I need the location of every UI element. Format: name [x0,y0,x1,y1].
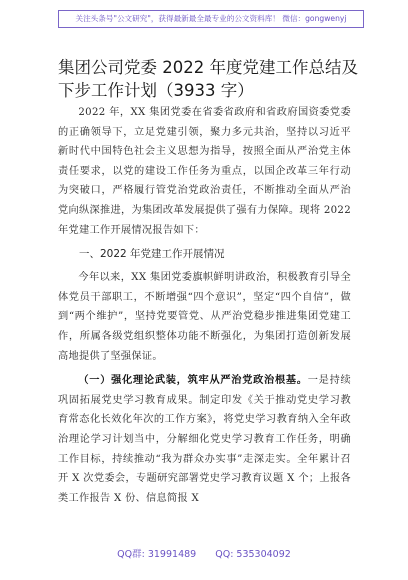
document-title: 集团公司党委 2022 年度党建工作总结及下步工作计划（3933 字） [58,58,358,100]
contact-footer [0,546,408,560]
subsection-heading: （一）强化理论武装，筑牢从严治党政治根基。 [78,375,308,387]
subsection-text: 一是持续巩固拓展党史学习教育成果。制定印发《关于推动党史学习教育常态化长效化年次的工作方案》，将党史学习教育纳入全年政治理论学习计划当中，分解细化党史学习教育工作任务，明确工作目标，持续推动“我为群众办实事”走深走实。全年累计召开 X 次党委会，专题研究部署党史学习教育议题 X 个；上报各类工作报告 X 份、信息简报 X [58,375,351,504]
intro-paragraph: 2022 年，XX 集团党委在省委省政府和省政府国资委党委的正确领导下，立足党建引领，聚力多元共治，坚持以习近平新时代中国特色社会主义思想为指导，按照全面从严治党主体责任要求，以党的建设工作任务为重点，以国企改革三年行动为突破口，严格履行管党治党政治责任，不断推动全面从严治党向纵深推进，为集团改革发展提供了强有力保障。现将 2022 年党建工作开展情况报告如下： [58,107,351,236]
subsection-paragraph [58,371,351,508]
document-body [58,103,351,513]
promo-banner: 关注头条号"公文研究"，获得最新最全最专业的公文资料库！ 微信：gongwenyj [58,10,364,28]
qq-group-number: QQ群: 31991489 [117,549,197,560]
qq-number: QQ: 535304092 [215,549,291,560]
section-paragraph: 今年以来，XX 集团党委旗帜鲜明讲政治，积极教育引导全体党员干部职工，不断增强“四个意识”，坚定“四个自信”，做到“两个维护”，坚持党要管党、从严治党稳步推进集团党建工作，所属各级党组织整体功能不断强化，为集团打造创新发展高地提供了坚强保证。 [58,272,351,362]
section-heading: 一、2022 年党建工作开展情况 [79,248,225,261]
